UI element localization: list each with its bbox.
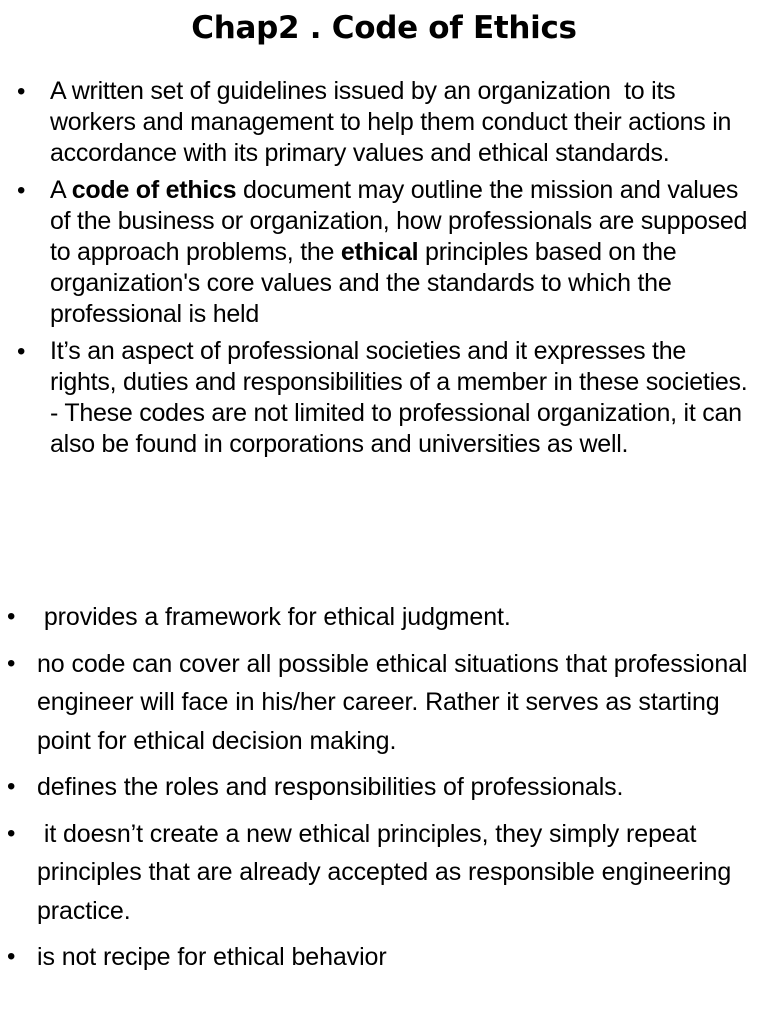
bullet-dot: • bbox=[17, 78, 26, 105]
bullet-text-part: principles based on the organization's core values and the standards to which the professional is held bbox=[50, 238, 684, 328]
bullet-item-definition bbox=[0, 76, 768, 169]
bullet-text: is not recipe for ethical behavior bbox=[37, 943, 387, 971]
bullet-dot: • bbox=[17, 338, 26, 365]
bullet-text: it doesn’t create a new ethical principles, they simply repeat principles that are already accepted as responsible engineering practice. bbox=[37, 819, 738, 925]
bold-term-ethical: ethical bbox=[340, 238, 419, 266]
bullet-item-no-new-principles bbox=[0, 815, 768, 931]
bullet-text: It’s an aspect of professional societies and it expresses the rights, duties and responsibilities of a member in these societies. - These codes are not limited to professional organization, it can also be found in corporations and universities as well. bbox=[50, 337, 755, 458]
bullet-dot: • bbox=[7, 819, 16, 847]
slide-title: Chap2 . Code of Ethics bbox=[191, 10, 577, 46]
bullet-item-framework bbox=[0, 598, 768, 637]
bottom-bullet-list bbox=[0, 598, 768, 985]
bullet-text: provides a framework for ethical judgment. bbox=[37, 603, 511, 631]
bullet-item-document-outline bbox=[0, 175, 768, 330]
bullet-item-professional-societies bbox=[0, 336, 768, 460]
bullet-text: no code can cover all possible ethical situations that professional engineer will face in his/her career. Rather it serves as starting point for ethical decision making. bbox=[37, 649, 755, 755]
bullet-dot: • bbox=[17, 177, 26, 204]
bullet-text-part: document may outline the mission and values of the business or organization, how professionals are supposed to approach problems, the bbox=[50, 176, 754, 266]
top-bullet-list bbox=[0, 76, 768, 466]
bullet-dot: • bbox=[7, 943, 16, 970]
bold-term-code-of-ethics: code of ethics bbox=[71, 176, 237, 204]
bullet-item-not-recipe bbox=[0, 938, 768, 977]
bullet-dot: • bbox=[7, 603, 16, 630]
bullet-item-no-code-covers-all bbox=[0, 645, 768, 761]
bullet-dot: • bbox=[7, 649, 16, 677]
bullet-text-part: A bbox=[50, 176, 72, 204]
bullet-dot: • bbox=[7, 773, 16, 800]
bullet-text: defines the roles and responsibilities of professionals. bbox=[37, 773, 624, 801]
bullet-text: A written set of guidelines issued by an organization to its workers and management to help them conduct their actions in accordance with its primary values and ethical standards. bbox=[50, 77, 738, 167]
bullet-item-roles bbox=[0, 768, 768, 807]
